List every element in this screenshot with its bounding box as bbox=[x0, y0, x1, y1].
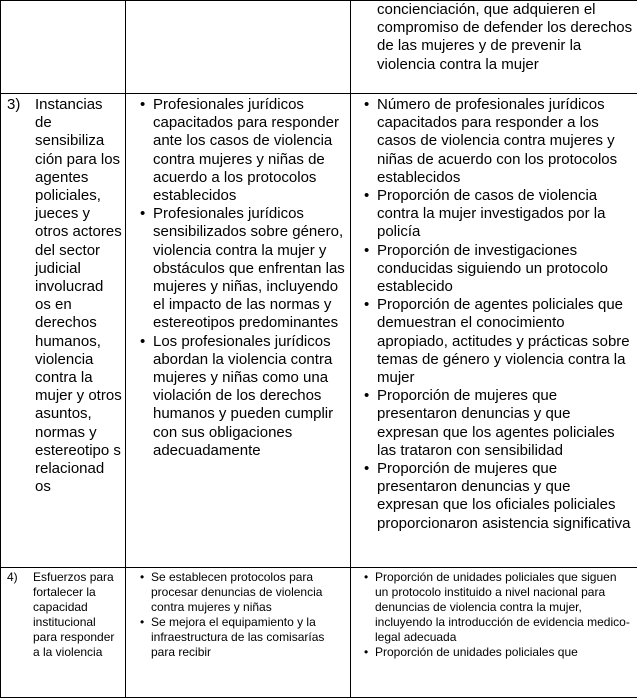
list-item: • Número de profesionales jurídicos capacitados para responder a los casos de violencia contra mujeres y niñas de acuerdo con los protocolos establecidos bbox=[363, 96, 633, 187]
bullet-icon: • bbox=[364, 645, 368, 660]
table-row-4 bbox=[1, 568, 637, 698]
bullet-icon: • bbox=[364, 570, 368, 585]
bullet-icon: • bbox=[364, 296, 369, 314]
outcomes-list bbox=[139, 96, 346, 460]
indicators-list bbox=[363, 570, 633, 660]
outcomes-cell bbox=[126, 94, 351, 568]
list-item: • Proporción de mujeres que presentaron denuncias y que expresan que los oficiales policiales proporcionaron asistencia significativa bbox=[363, 460, 633, 533]
bullet-icon: • bbox=[364, 242, 369, 260]
goal-text: Instancias de sensibiliza ción para los agentes policiales, jueces y otros actores del sector judicial involucrad os en derechos humanos, violencia contra la mujer y otros asuntos, normas y estereotipo s relacionad os bbox=[35, 96, 125, 496]
list-item: • Proporción de unidades policiales que siguen un protocolo instituido a nivel nacional para denuncias de violencia contra la mujer, incluyendo la introducción de evidencia medico-legal adecuada bbox=[363, 570, 633, 645]
indicators-cell bbox=[351, 1, 637, 94]
list-item: • Proporción de agentes policiales que demuestran el conocimiento apropiado, actitudes y prácticas sobre temas de género y violencia contra la mujer bbox=[363, 296, 633, 387]
bullet-icon: • bbox=[140, 615, 144, 630]
bullet-icon: • bbox=[140, 333, 145, 351]
outcomes-cell bbox=[126, 568, 351, 698]
bullet-icon: • bbox=[364, 96, 369, 114]
outcomes-list bbox=[139, 570, 346, 660]
bullet-icon: • bbox=[364, 460, 369, 478]
goal-cell-empty bbox=[1, 1, 126, 94]
indicators-cell bbox=[351, 568, 637, 698]
list-item: • Profesionales jurídicos sensibilizados sobre género, violencia contra la mujer y obstáculos que enfrentan las mujeres y niñas, incluyendo el impacto de las normas y estereotipos predominantes bbox=[139, 205, 346, 332]
list-item: • Proporción de casos de violencia contra la mujer investigados por la policía bbox=[363, 187, 633, 242]
row-number: 3) bbox=[7, 96, 20, 114]
bullet-icon: • bbox=[364, 387, 369, 405]
indicators-list bbox=[363, 96, 633, 533]
table-row-3 bbox=[1, 94, 637, 568]
list-item: • Proporción de mujeres que presentaron denuncias y que expresan que los agentes policiales las trataron con sensibilidad bbox=[363, 387, 633, 460]
list-item: • Los profesionales jurídicos abordan la violencia contra mujeres y niñas como una violación de los derechos humanos y pueden cumplir con sus obligaciones adecuadamente bbox=[139, 333, 346, 460]
list-item: • Se establecen protocolos para procesar denuncias de violencia contra mujeres y niñas bbox=[139, 570, 346, 615]
goal-text: Esfuerzos para fortalecer la capacidad institucional para responder a la violencia bbox=[33, 570, 125, 660]
list-item: • Proporción de unidades policiales que bbox=[363, 645, 633, 660]
bullet-icon: • bbox=[364, 187, 369, 205]
list-item: • Proporción de investigaciones conducidas siguiendo un protocolo establecido bbox=[363, 242, 633, 297]
indicators-cell bbox=[351, 94, 637, 568]
bullet-icon: • bbox=[140, 96, 145, 114]
table-row-continued bbox=[1, 1, 637, 94]
bullet-icon: • bbox=[140, 570, 144, 585]
goal-cell bbox=[1, 94, 126, 568]
indicator-continued-text: concienciación, que adquieren el compromiso de defender los derechos de las mujeres y de prevenir la violencia contra la mujer bbox=[363, 1, 633, 74]
list-item: • Se mejora el equipamiento y la infraestructura de las comisarías para recibir bbox=[139, 615, 346, 660]
row-number: 4) bbox=[7, 570, 18, 585]
bullet-icon: • bbox=[140, 205, 145, 223]
list-item: • Profesionales jurídicos capacitados para responder ante los casos de violencia contra mujeres y niñas de acuerdo a los protocolos establecidos bbox=[139, 96, 346, 205]
outcomes-cell-empty bbox=[126, 1, 351, 94]
goal-cell bbox=[1, 568, 126, 698]
